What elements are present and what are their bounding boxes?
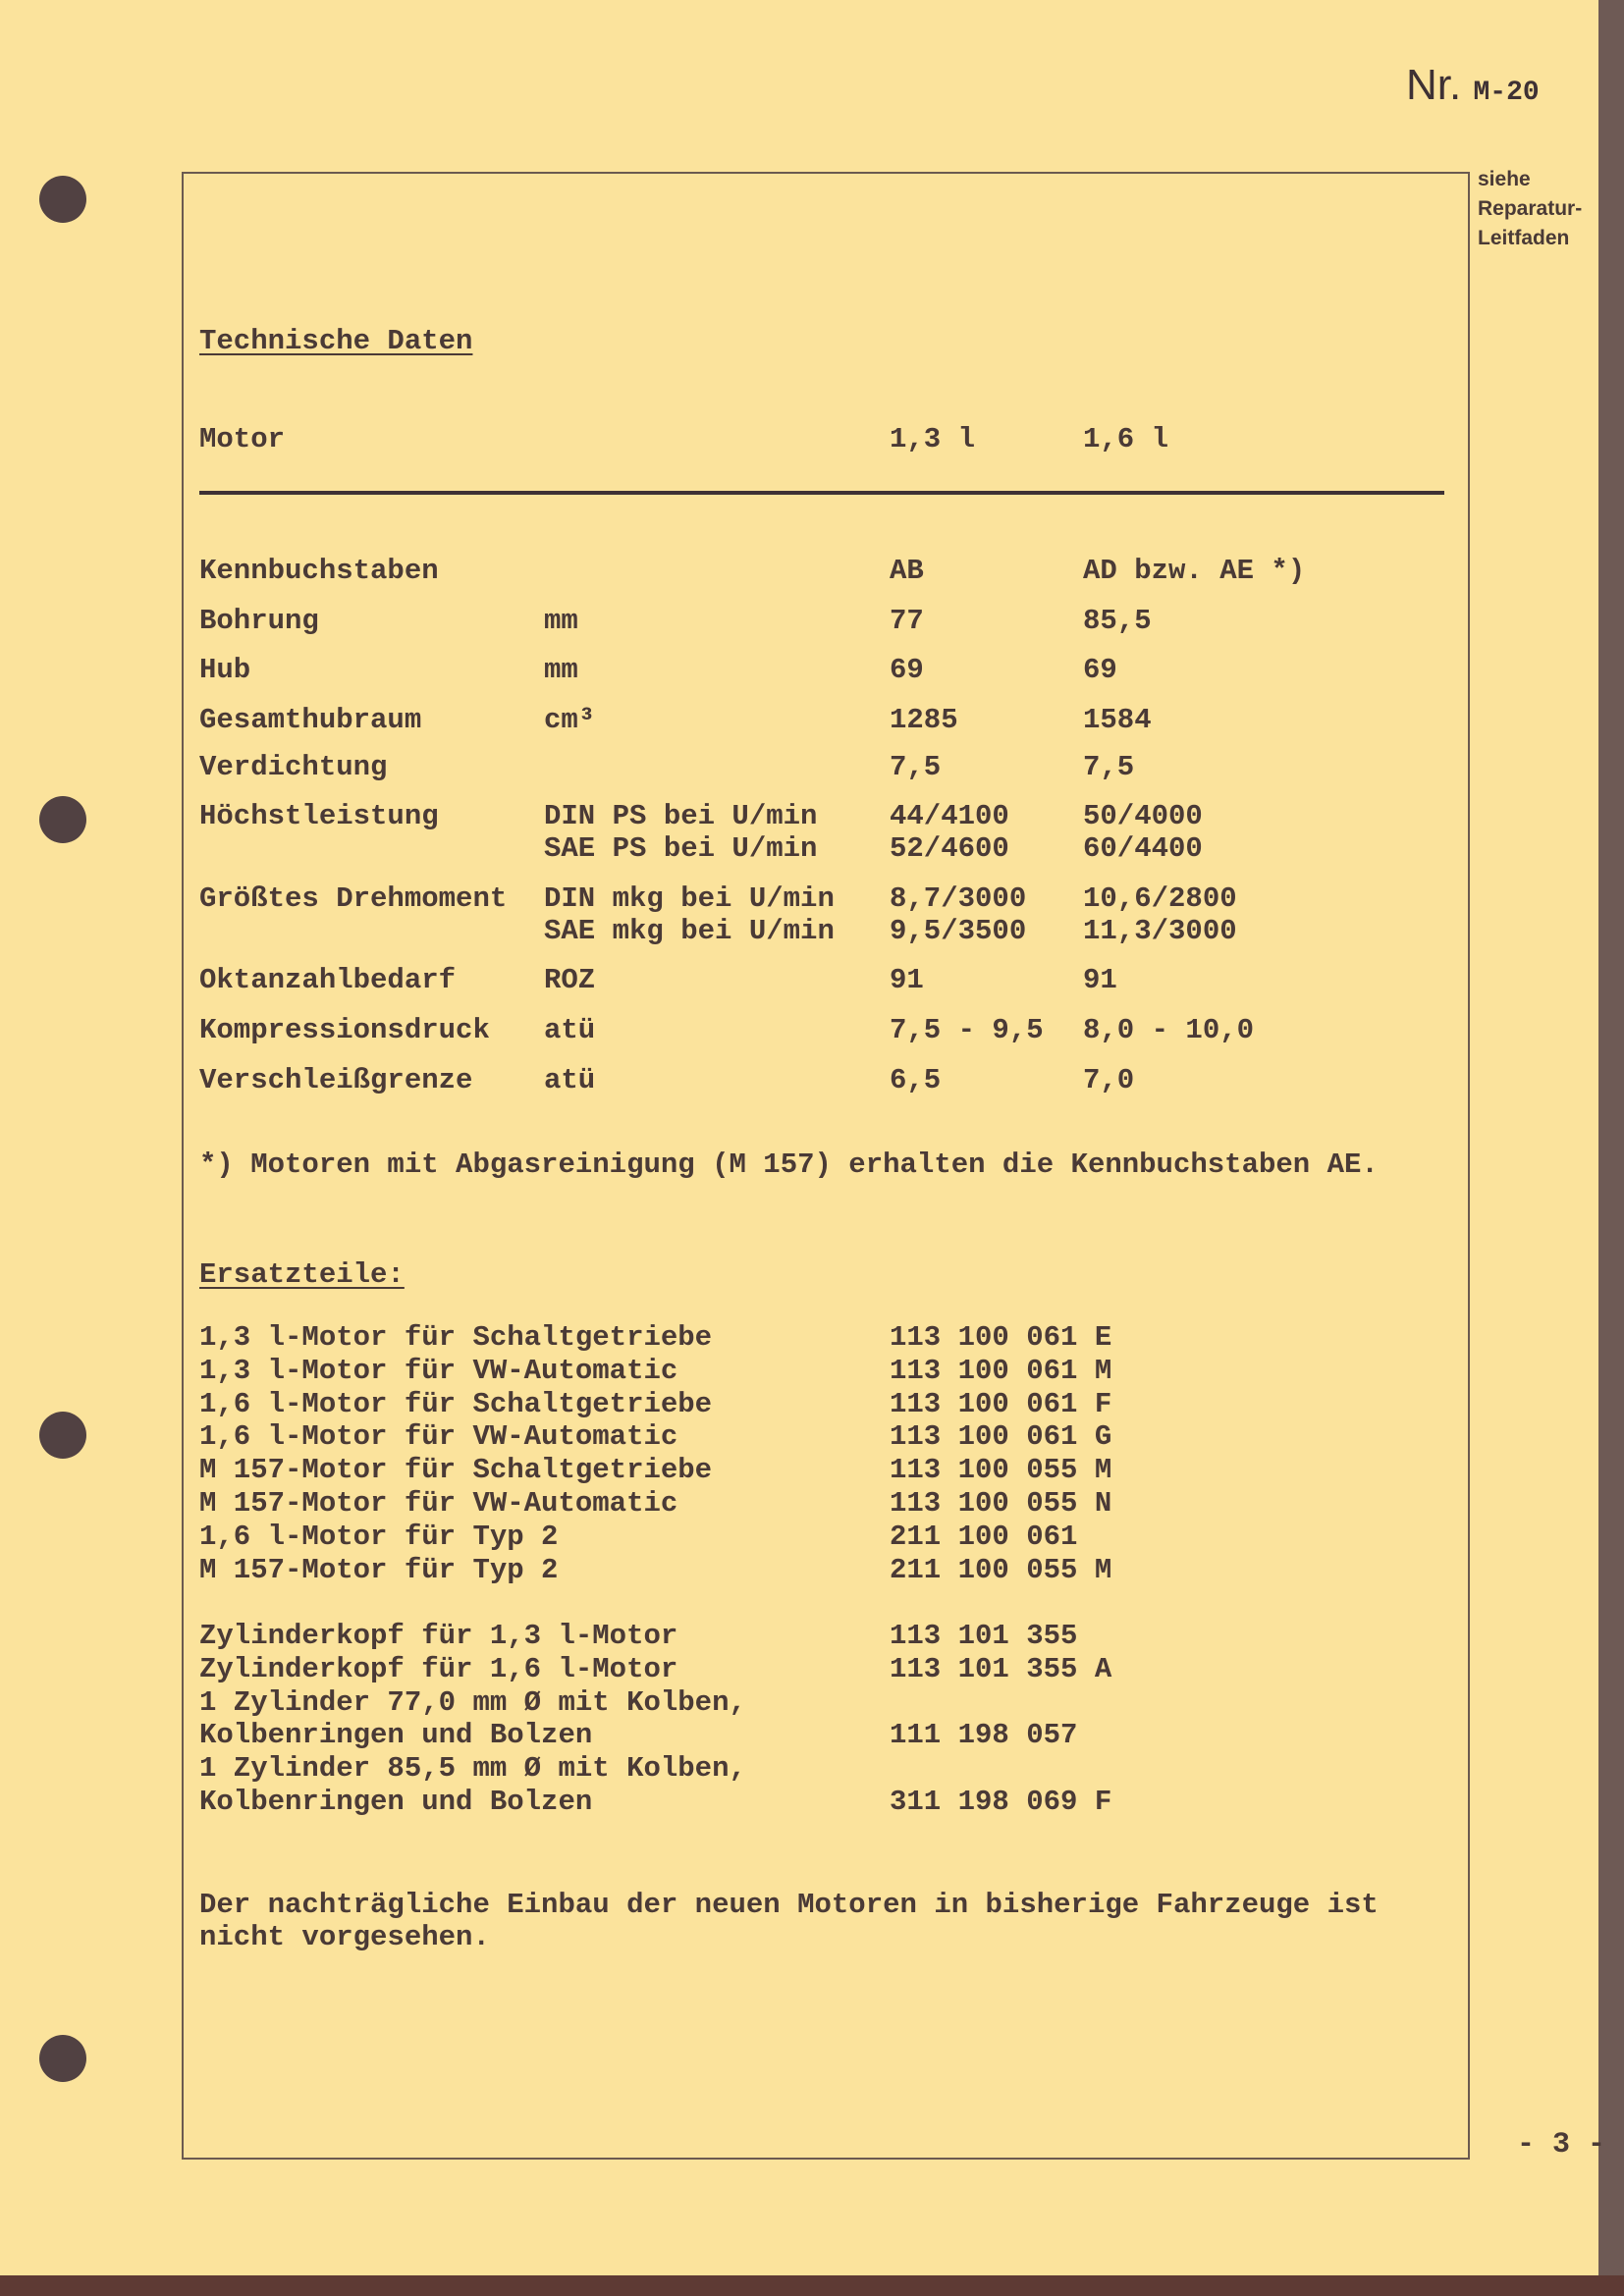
spec-name: Kompressionsdruck	[199, 1014, 490, 1046]
part-number: 111 198 057	[890, 1719, 1078, 1752]
spec-value-1-6l: 85,5	[1083, 605, 1152, 637]
spec-value-1-6l: 91	[1083, 964, 1117, 996]
part-number: 113 101 355 A	[890, 1652, 1112, 1685]
spec-name: Gesamthubraum	[199, 704, 422, 736]
part-description: 1,6 l-Motor für VW-Automatic	[199, 1420, 678, 1454]
spec-unit: mm	[544, 654, 578, 686]
part-description: M 157-Motor für Typ 2	[199, 1553, 559, 1586]
spec-value-1-6l: 10,6/2800	[1083, 882, 1237, 915]
spec-value-1-6l: 1584	[1083, 704, 1152, 736]
part-description: 1,3 l-Motor für VW-Automatic	[199, 1354, 678, 1387]
part-description: M 157-Motor für VW-Automatic	[199, 1487, 678, 1520]
scan-edge-right	[1598, 0, 1624, 2296]
spec-value-1-3l: 9,5/3500	[890, 915, 1027, 947]
page-number: - 3 -	[1517, 2128, 1606, 2162]
spec-value-1-3l: 77	[890, 605, 924, 637]
punch-hole	[39, 2035, 86, 2082]
parts-title: Ersatzteile:	[199, 1258, 405, 1291]
part-description: M 157-Motor für Schaltgetriebe	[199, 1454, 713, 1487]
spec-name: Kennbuchstaben	[199, 555, 439, 587]
part-number: 113 100 061 G	[890, 1420, 1112, 1454]
note-line: Der nachträgliche Einbau der neuen Motoren in bisherige Fahrzeuge ist	[199, 1889, 1379, 1921]
spec-value-1-6l: 60/4400	[1083, 832, 1203, 865]
punch-hole	[39, 176, 86, 223]
part-number: 211 100 055 M	[890, 1553, 1112, 1586]
part-number: 211 100 061	[890, 1520, 1078, 1553]
part-number: 113 101 355	[890, 1620, 1078, 1652]
spec-value-1-3l: 7,5	[890, 751, 942, 783]
spec-value-1-6l: 11,3/3000	[1083, 915, 1237, 947]
spec-unit: atü	[544, 1064, 596, 1096]
part-description: Kolbenringen und Bolzen	[199, 1719, 593, 1752]
spec-unit: atü	[544, 1014, 596, 1046]
side-note-line: siehe	[1478, 168, 1531, 190]
spec-value-1-3l: 69	[890, 654, 924, 686]
part-description: Zylinderkopf für 1,6 l-Motor	[199, 1652, 678, 1685]
spec-value-1-6l: AD bzw. AE *)	[1083, 555, 1306, 587]
spec-unit: ROZ	[544, 964, 596, 996]
spec-value-1-3l: AB	[890, 555, 924, 587]
section-title: Technische Daten	[199, 325, 473, 357]
spec-unit: SAE PS bei U/min	[544, 832, 818, 865]
spec-unit: DIN mkg bei U/min	[544, 882, 835, 915]
part-number: 113 100 055 M	[890, 1454, 1112, 1487]
side-note-line: Reparatur-	[1478, 197, 1583, 220]
spec-name: Bohrung	[199, 605, 319, 637]
spec-value-1-3l: 8,7/3000	[890, 882, 1027, 915]
part-description: Kolbenringen und Bolzen	[199, 1786, 593, 1818]
scan-edge-bottom	[0, 2275, 1624, 2296]
part-description: 1 Zylinder 77,0 mm Ø mit Kolben,	[199, 1685, 746, 1719]
motor-col2: 1,6 l	[1083, 423, 1169, 455]
spec-value-1-6l: 69	[1083, 654, 1117, 686]
part-number: 311 198 069 F	[890, 1786, 1112, 1818]
spec-name: Hub	[199, 654, 251, 686]
spec-name: Oktanzahlbedarf	[199, 964, 457, 996]
spec-value-1-3l: 52/4600	[890, 832, 1009, 865]
footnote: *) Motoren mit Abgasreinigung (M 157) erhalten die Kennbuchstaben AE.	[199, 1148, 1379, 1181]
motor-label: Motor	[199, 423, 286, 455]
part-description: Zylinderkopf für 1,3 l-Motor	[199, 1620, 678, 1652]
punch-hole	[39, 796, 86, 843]
spec-unit: SAE mkg bei U/min	[544, 915, 835, 947]
part-number: 113 100 061 M	[890, 1354, 1112, 1387]
spec-name: Größtes Drehmoment	[199, 882, 508, 915]
spec-value-1-6l: 8,0 - 10,0	[1083, 1014, 1255, 1046]
part-number: 113 100 061 F	[890, 1387, 1112, 1420]
part-description: 1,3 l-Motor für Schaltgetriebe	[199, 1321, 713, 1354]
spec-value-1-3l: 6,5	[890, 1064, 942, 1096]
spec-value-1-6l: 50/4000	[1083, 800, 1203, 832]
divider	[199, 491, 1444, 495]
spec-unit: cm³	[544, 704, 596, 736]
spec-value-1-3l: 44/4100	[890, 800, 1009, 832]
part-description: 1,6 l-Motor für Schaltgetriebe	[199, 1387, 713, 1420]
side-note	[1478, 165, 1582, 253]
part-number: 113 100 055 N	[890, 1487, 1112, 1520]
spec-name: Verdichtung	[199, 751, 388, 783]
part-number: 113 100 061 E	[890, 1321, 1112, 1354]
spec-value-1-6l: 7,5	[1083, 751, 1135, 783]
spec-unit: mm	[544, 605, 578, 637]
spec-value-1-3l: 7,5 - 9,5	[890, 1014, 1044, 1046]
spec-value-1-6l: 7,0	[1083, 1064, 1135, 1096]
note-line: nicht vorgesehen.	[199, 1921, 490, 1953]
spec-unit: DIN PS bei U/min	[544, 800, 818, 832]
spec-value-1-3l: 91	[890, 964, 924, 996]
document-number: Nr. M-20	[1406, 61, 1540, 109]
part-description: 1 Zylinder 85,5 mm Ø mit Kolben,	[199, 1752, 746, 1786]
spec-name: Höchstleistung	[199, 800, 439, 832]
part-description: 1,6 l-Motor für Typ 2	[199, 1520, 559, 1553]
punch-hole	[39, 1412, 86, 1459]
side-note-line: Leitfaden	[1478, 227, 1570, 249]
spec-value-1-3l: 1285	[890, 704, 958, 736]
spec-name: Verschleißgrenze	[199, 1064, 473, 1096]
motor-col1: 1,3 l	[890, 423, 976, 455]
